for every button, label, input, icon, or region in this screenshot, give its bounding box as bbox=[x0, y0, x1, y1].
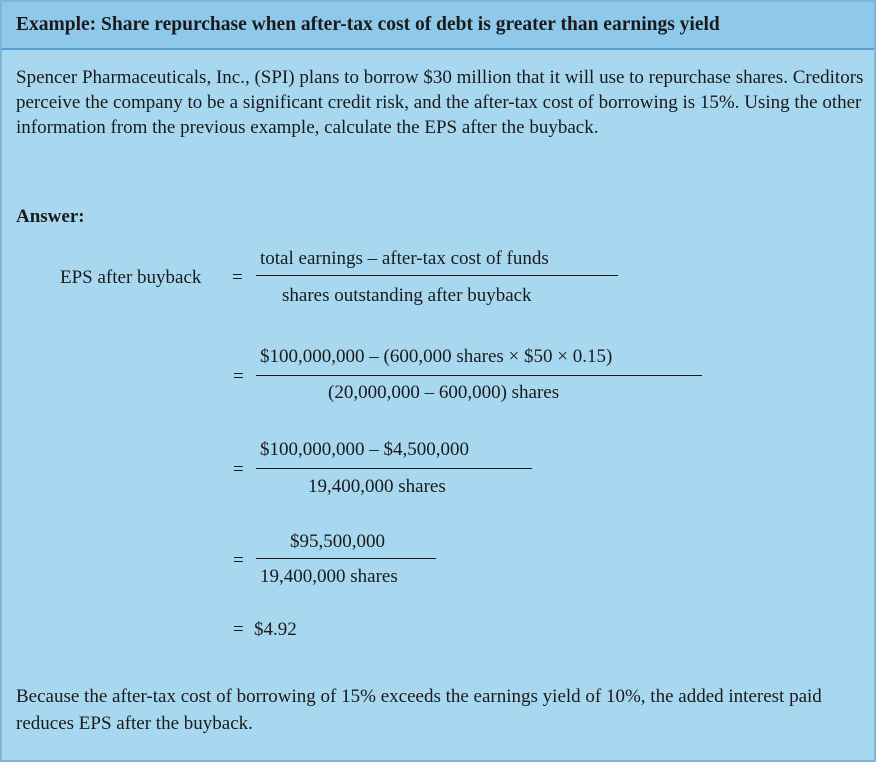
step3-numerator: $100,000,000 – $4,500,000 bbox=[260, 439, 469, 460]
step4-denominator: 19,400,000 shares bbox=[260, 566, 398, 587]
formula-result: $4.92 bbox=[254, 619, 297, 640]
example-intro: Spencer Pharmaceuticals, Inc., (SPI) plans to borrow $30 million that it will use to repurchase shares. Creditors perceive the company to be a significant credit risk, and the after-tax cost of borrowing is 15%. Using the other information from the previous example, calculate the EPS after the buyback. bbox=[16, 67, 864, 138]
equals-sign-5: = bbox=[233, 619, 244, 640]
fraction-bar-3 bbox=[256, 468, 532, 469]
fraction-bar-1 bbox=[256, 275, 618, 276]
fraction-bar-2 bbox=[256, 375, 702, 376]
example-title: Example: Share repurchase when after-tax cost of debt is greater than earnings yield bbox=[16, 14, 720, 35]
equals-sign-1: = bbox=[232, 267, 243, 288]
equals-sign-3: = bbox=[233, 459, 244, 480]
equals-sign-4: = bbox=[233, 550, 244, 571]
example-conclusion: Because the after-tax cost of borrowing of 15% exceeds the earnings yield of 10%, the added interest paid reduces EPS after the buyback. bbox=[16, 686, 822, 734]
step2-denominator: (20,000,000 – 600,000) shares bbox=[328, 382, 560, 403]
step2-numerator: $100,000,000 – (600,000 shares × $50 × 0.15) bbox=[260, 346, 613, 367]
step1-numerator: total earnings – after-tax cost of funds bbox=[260, 248, 549, 269]
step1-denominator: shares outstanding after buyback bbox=[282, 285, 532, 306]
formula-lhs: EPS after buyback bbox=[60, 267, 202, 288]
step3-denominator: 19,400,000 shares bbox=[308, 476, 446, 497]
equals-sign-2: = bbox=[233, 366, 244, 387]
step4-numerator: $95,500,000 bbox=[290, 531, 385, 552]
answer-label: Answer: bbox=[16, 206, 85, 227]
fraction-bar-4 bbox=[256, 558, 436, 559]
example-header bbox=[2, 2, 874, 50]
